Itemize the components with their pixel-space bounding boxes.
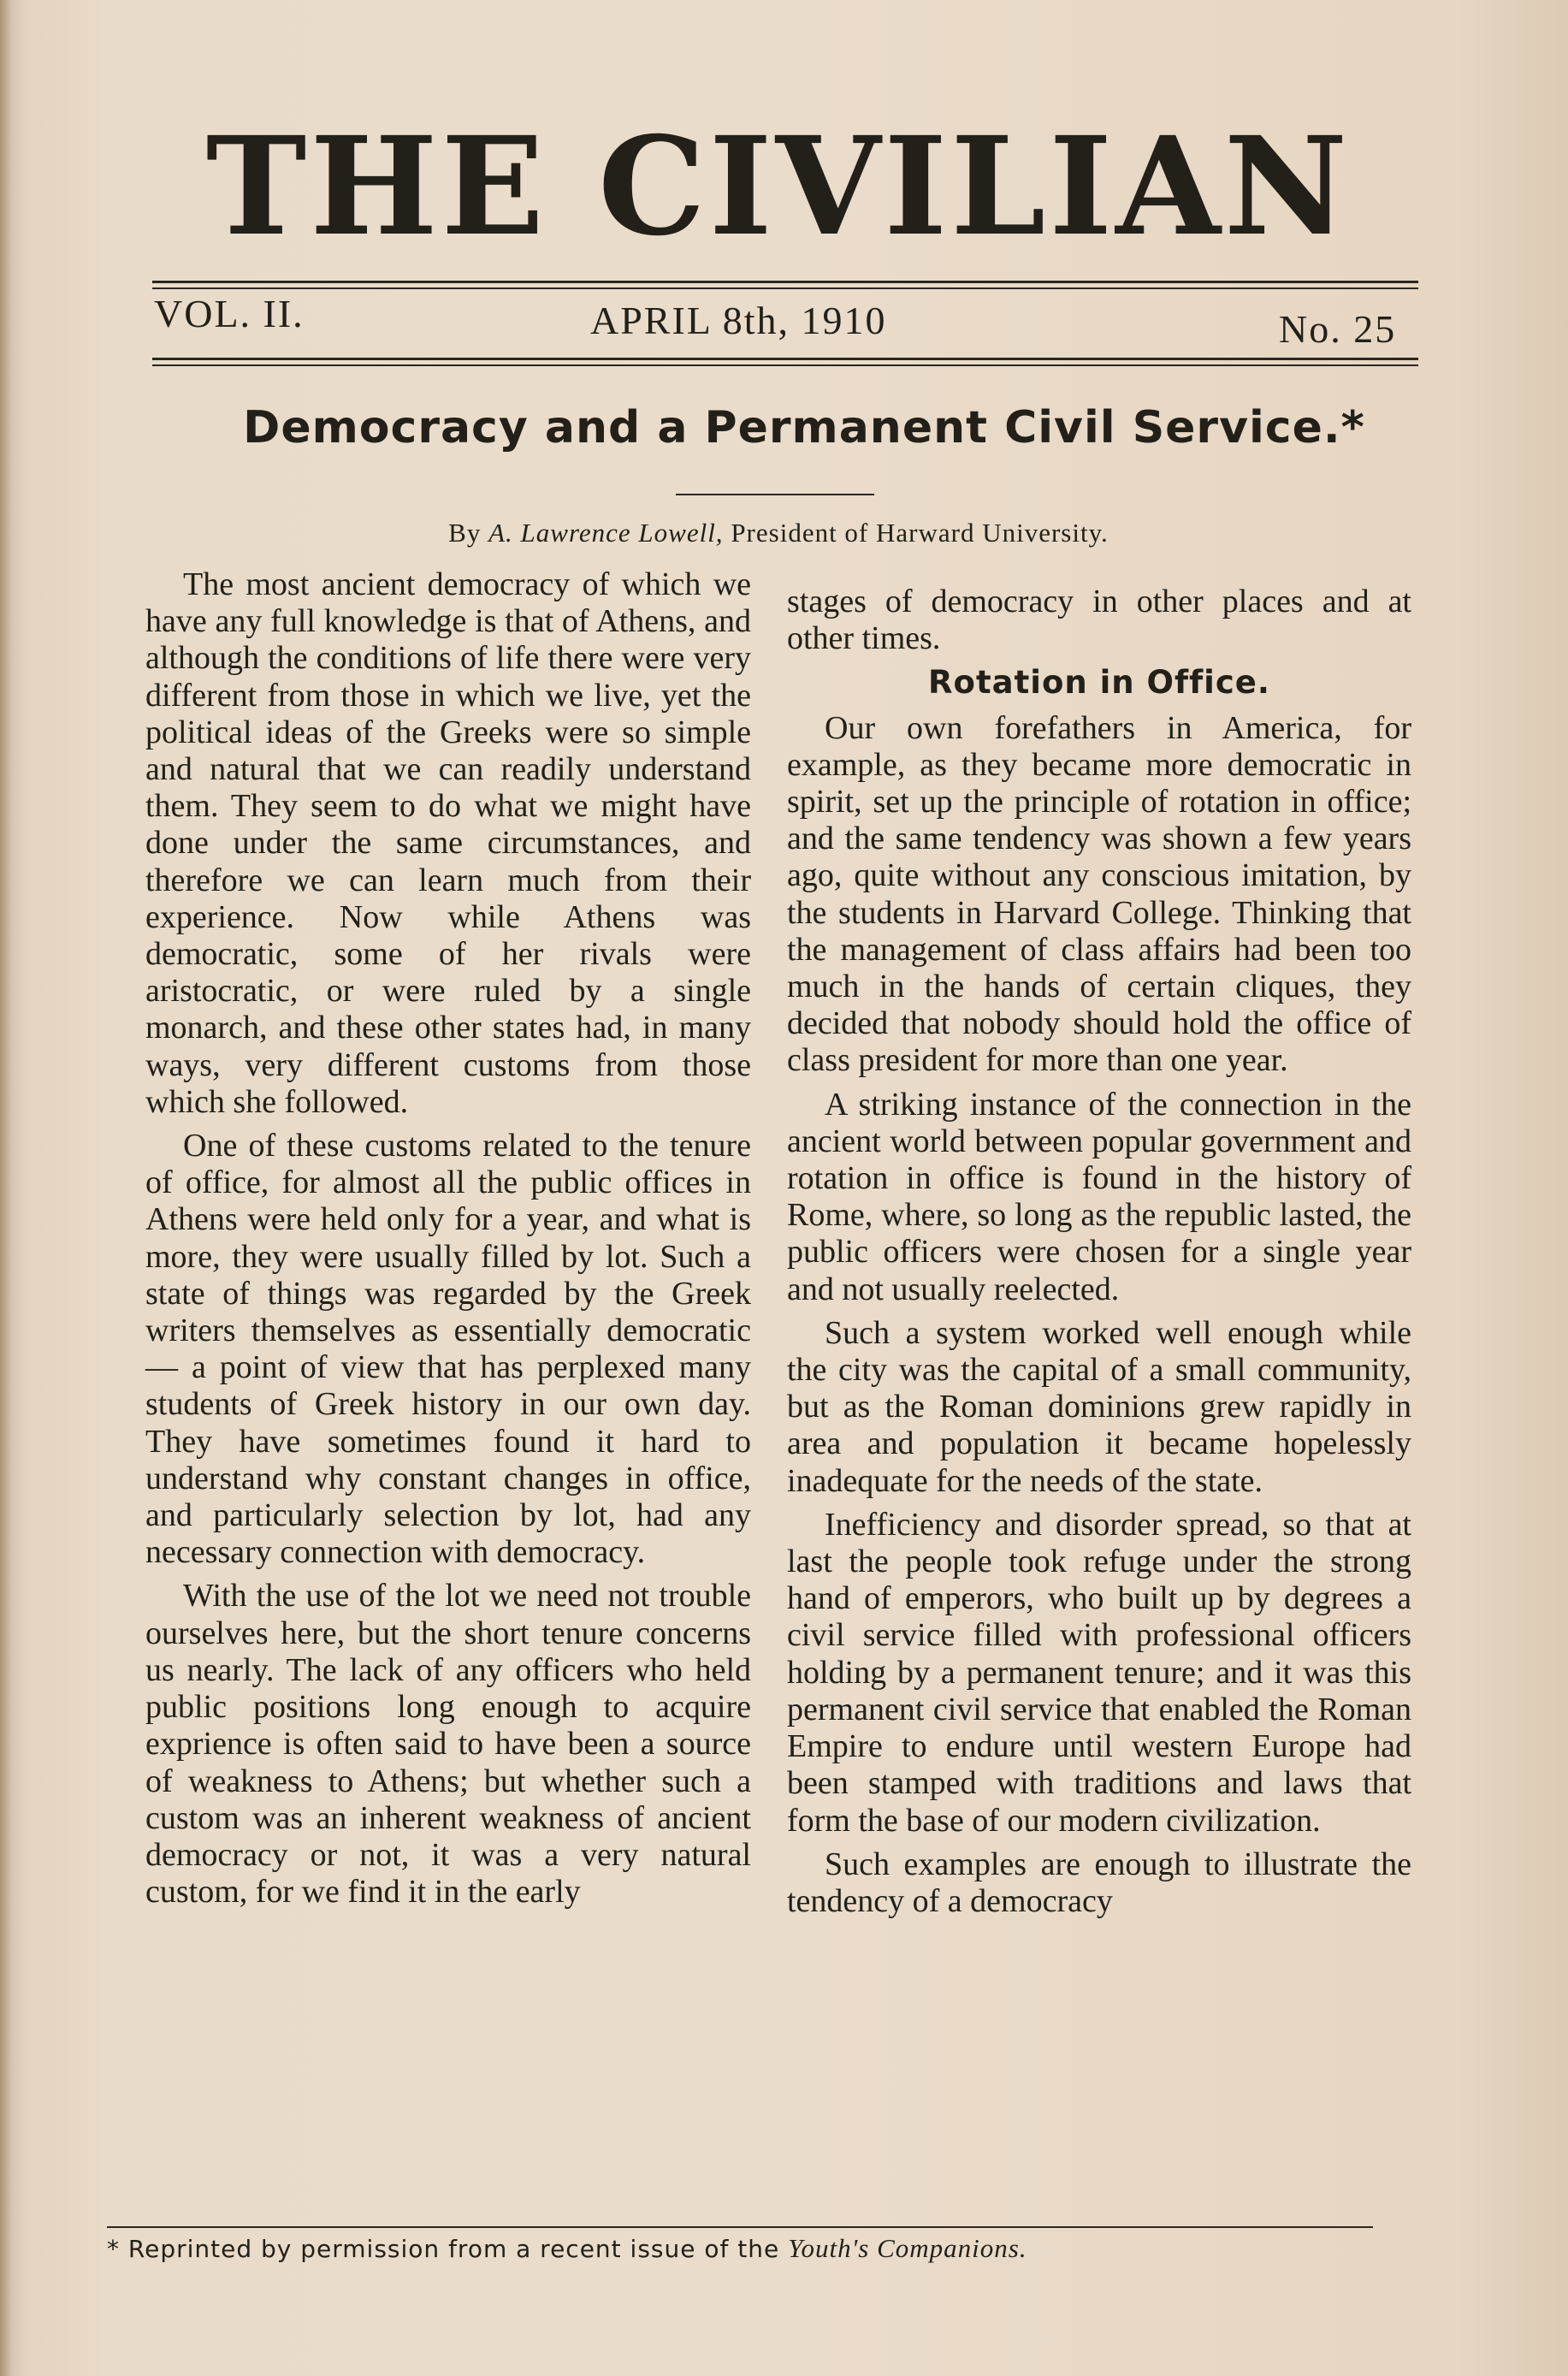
paragraph: One of these customs related to the tenure of office, for almost all the public offices in Athens were held only for a year, and what is more, they were usually filled by lot. Such a state of things was regarded by the Greek writers themselves as essentially democratic — a point of view that has perplexed many students of Greek history in our own day. They have sometimes found it hard to understand why constant changes in office, and particularly selection by lot, had any necessary connection with democracy. (145, 1128, 751, 1571)
paragraph: Such a system worked well enough while the city was the capital of a small community, but as the Roman dominions grew rapidly in area and population it became hopelessly inadequate for the needs of the state. (787, 1314, 1411, 1499)
footnote-text: * Reprinted by permission from a recent issue of the (107, 2235, 780, 2263)
footnote-publication: Youth's Companions. (788, 2233, 1027, 2263)
masthead-rule-bottom-1 (152, 358, 1418, 360)
footnote (107, 2233, 1390, 2264)
byline-prefix: By (448, 518, 482, 548)
article-column-left (145, 566, 751, 1917)
paragraph: Such examples are enough to illustrate the tendency of a democracy (787, 1846, 1411, 1919)
paragraph: With the use of the lot we need not trouble ourselves here, but the short tenure concerns us nearly. The lack of any officers who held public positions long enough to acquire exprience is often said to have been a source of weakness to Athens; but whether such a custom was an inherent weakness of ancient democracy or not, it was a very natural custom, for we find it in the early (145, 1578, 751, 1911)
title-separator (676, 494, 874, 495)
volume-label: VOL. II. (154, 292, 305, 335)
paragraph: The most ancient democracy of which we have any full knowledge is that of Athens, and although the conditions of life there were very different from those in which we live, yet the political ideas of the Greeks were so simple and natural that we can readily understand them. They seem to do what we might have done under the same circumstances, and therefore we can learn much from their experience. Now while Athens was democratic, some of her rivals were aristocratic, or were ruled by a single monarch, and these other states had, in many ways, very different customs from those which she followed. (145, 566, 751, 1120)
issue-number: No. 25 (1279, 307, 1397, 351)
issue-date: APRIL 8th, 1910 (590, 299, 887, 342)
masthead-title: THE CIVILIAN (205, 108, 1352, 266)
paragraph: A striking instance of the connection in the ancient world between popular government and rotation in office is found in the history of Rome, where, so long as the republic lasted, the public officers were chosen for a single year and not usually reelected. (787, 1086, 1411, 1307)
paragraph: Our own forefathers in America, for example, as they became more democratic in spirit, set up the principle of rotation in office; and the same tendency was shown a few years ago, quite without any conscious imitation, by the students in Harvard College. Thinking that the management of class affairs had been too much in the hands of certain cliques, they decided that nobody should hold the office of class president for more than one year. (787, 709, 1411, 1079)
section-heading: Rotation in Office. (928, 664, 1270, 702)
page-binding-edge (0, 0, 12, 2376)
paragraph: stages of democracy in other places and at other times. (787, 584, 1411, 657)
masthead-rule-top-2 (152, 287, 1418, 289)
article-title: Democracy and a Permanent Civil Service.* (243, 402, 1365, 453)
article-column-right (787, 584, 1411, 1927)
footnote-rule (107, 2226, 1373, 2228)
author-name: A. Lawrence Lowell, (488, 518, 724, 548)
masthead-rule-top-1 (152, 281, 1418, 283)
author-title: President of Harward University. (731, 518, 1109, 548)
masthead-rule-bottom-2 (152, 364, 1418, 366)
paragraph: Inefficiency and disorder spread, so that at last the people took refuge under the strong hand of emperors, who built up by degrees a civil service filled with professional officers holding by a permanent tenure; and it was this permanent civil service that enabled the Roman Empire to endure until western Europe had been stamped with traditions and laws that form the base of our modern civilization. (787, 1506, 1411, 1839)
byline (171, 518, 1386, 548)
